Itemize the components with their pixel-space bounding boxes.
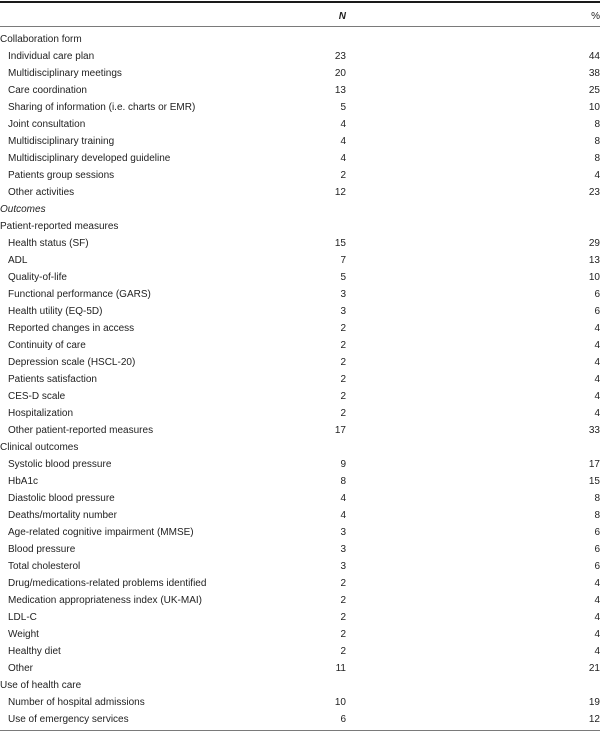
row-label: Blood pressure bbox=[8, 544, 76, 555]
row-label: Health status (SF) bbox=[8, 238, 89, 249]
cell-percent: 4 bbox=[594, 578, 600, 589]
row-label: Multidisciplinary developed guideline bbox=[8, 153, 171, 164]
cell-n: 3 bbox=[340, 527, 346, 538]
cell-percent: 4 bbox=[594, 340, 600, 351]
section-header-row bbox=[0, 218, 600, 235]
row-label: Patients satisfaction bbox=[8, 374, 97, 385]
cell-percent: 44 bbox=[588, 51, 600, 62]
table-row bbox=[0, 388, 600, 405]
row-label: Age-related cognitive impairment (MMSE) bbox=[8, 527, 194, 538]
cell-n: 2 bbox=[340, 357, 346, 368]
table-row bbox=[0, 575, 600, 592]
cell-percent: 4 bbox=[594, 374, 600, 385]
row-label: Diastolic blood pressure bbox=[8, 493, 115, 504]
cell-percent: 25 bbox=[588, 85, 600, 96]
table-row bbox=[0, 82, 600, 99]
cell-percent: 4 bbox=[594, 612, 600, 623]
header-percent: % bbox=[591, 11, 600, 22]
cell-n: 4 bbox=[340, 510, 346, 521]
table-row bbox=[0, 65, 600, 82]
cell-n: 2 bbox=[340, 578, 346, 589]
cell-percent: 4 bbox=[594, 170, 600, 181]
cell-percent: 6 bbox=[594, 544, 600, 555]
table-row bbox=[0, 558, 600, 575]
section-label: Outcomes bbox=[0, 204, 46, 215]
cell-n: 10 bbox=[334, 697, 346, 708]
row-label: Multidisciplinary meetings bbox=[8, 68, 122, 79]
cell-n: 4 bbox=[340, 153, 346, 164]
cell-percent: 4 bbox=[594, 357, 600, 368]
cell-percent: 4 bbox=[594, 323, 600, 334]
row-label: Hospitalization bbox=[8, 408, 74, 419]
table-header bbox=[0, 3, 600, 27]
cell-n: 4 bbox=[340, 493, 346, 504]
section-label: Patient-reported measures bbox=[0, 221, 119, 232]
table-row bbox=[0, 524, 600, 541]
table-row bbox=[0, 133, 600, 150]
row-label: Multidisciplinary training bbox=[8, 136, 115, 147]
cell-n: 6 bbox=[340, 714, 346, 725]
row-label: Deaths/mortality number bbox=[8, 510, 117, 521]
table-row bbox=[0, 711, 600, 728]
cell-n: 2 bbox=[340, 612, 346, 623]
cell-n: 2 bbox=[340, 340, 346, 351]
cell-percent: 8 bbox=[594, 153, 600, 164]
cell-n: 2 bbox=[340, 646, 346, 657]
table-row bbox=[0, 286, 600, 303]
table-row bbox=[0, 456, 600, 473]
section-header-row bbox=[0, 439, 600, 456]
cell-n: 2 bbox=[340, 408, 346, 419]
row-label: Weight bbox=[8, 629, 39, 640]
table-row bbox=[0, 592, 600, 609]
cell-percent: 10 bbox=[588, 102, 600, 113]
cell-percent: 4 bbox=[594, 646, 600, 657]
row-label: Sharing of information (i.e. charts or EMR) bbox=[8, 102, 196, 113]
cell-percent: 23 bbox=[588, 187, 600, 198]
cell-percent: 10 bbox=[588, 272, 600, 283]
cell-percent: 21 bbox=[588, 663, 600, 674]
cell-n: 2 bbox=[340, 595, 346, 606]
section-label: Clinical outcomes bbox=[0, 442, 79, 453]
cell-n: 7 bbox=[340, 255, 346, 266]
table-row bbox=[0, 626, 600, 643]
cell-n: 13 bbox=[334, 85, 346, 96]
table-row bbox=[0, 473, 600, 490]
row-label: Other bbox=[8, 663, 34, 674]
row-label: ADL bbox=[8, 255, 28, 266]
row-label: Total cholesterol bbox=[8, 561, 81, 572]
table-row bbox=[0, 371, 600, 388]
row-label: Care coordination bbox=[8, 85, 87, 96]
row-label: Medication appropriateness index (UK-MAI) bbox=[8, 595, 202, 606]
row-label: Functional performance (GARS) bbox=[8, 289, 151, 300]
section-label: Use of health care bbox=[0, 680, 82, 691]
cell-percent: 4 bbox=[594, 408, 600, 419]
row-label: Drug/medications-related problems identified bbox=[8, 578, 207, 589]
row-label: Healthy diet bbox=[8, 646, 61, 657]
cell-percent: 38 bbox=[588, 68, 600, 79]
row-label: Systolic blood pressure bbox=[8, 459, 112, 470]
cell-n: 2 bbox=[340, 374, 346, 385]
row-label: Other patient-reported measures bbox=[8, 425, 154, 436]
cell-percent: 33 bbox=[588, 425, 600, 436]
row-label: Continuity of care bbox=[8, 340, 86, 351]
cell-n: 3 bbox=[340, 289, 346, 300]
section-label: Collaboration form bbox=[0, 34, 82, 45]
cell-percent: 12 bbox=[588, 714, 600, 725]
cell-n: 2 bbox=[340, 391, 346, 402]
cell-n: 8 bbox=[340, 476, 346, 487]
section-header-row bbox=[0, 677, 600, 694]
table-row bbox=[0, 150, 600, 167]
row-label: Other activities bbox=[8, 187, 75, 198]
cell-n: 11 bbox=[335, 663, 346, 674]
table-row bbox=[0, 184, 600, 201]
row-label: Individual care plan bbox=[8, 51, 95, 62]
data-table bbox=[0, 1, 600, 728]
table-row bbox=[0, 541, 600, 558]
bottom-rule bbox=[0, 730, 600, 731]
cell-n: 5 bbox=[340, 272, 346, 283]
cell-percent: 6 bbox=[594, 306, 600, 317]
section-header-row bbox=[0, 31, 600, 48]
row-label: CES-D scale bbox=[8, 391, 66, 402]
cell-percent: 8 bbox=[594, 136, 600, 147]
cell-percent: 8 bbox=[594, 510, 600, 521]
table-row bbox=[0, 320, 600, 337]
table-row bbox=[0, 507, 600, 524]
table-row bbox=[0, 252, 600, 269]
cell-percent: 29 bbox=[588, 238, 600, 249]
table-row bbox=[0, 235, 600, 252]
cell-n: 23 bbox=[334, 51, 346, 62]
table-row bbox=[0, 694, 600, 711]
table-row bbox=[0, 337, 600, 354]
table-row bbox=[0, 48, 600, 65]
cell-n: 2 bbox=[340, 170, 346, 181]
row-label: Number of hospital admissions bbox=[8, 697, 145, 708]
cell-n: 2 bbox=[340, 323, 346, 334]
table-row bbox=[0, 116, 600, 133]
cell-n: 17 bbox=[334, 425, 346, 436]
row-label: Health utility (EQ-5D) bbox=[8, 306, 103, 317]
row-label: HbA1c bbox=[8, 476, 39, 487]
cell-n: 15 bbox=[334, 238, 346, 249]
row-label: Quality-of-life bbox=[8, 272, 67, 283]
cell-percent: 8 bbox=[594, 119, 600, 130]
cell-n: 2 bbox=[340, 629, 346, 640]
cell-percent: 8 bbox=[594, 493, 600, 504]
row-label: Patients group sessions bbox=[8, 170, 115, 181]
table-row bbox=[0, 490, 600, 507]
table-row bbox=[0, 269, 600, 286]
cell-n: 4 bbox=[340, 136, 346, 147]
cell-n: 4 bbox=[340, 119, 346, 130]
cell-percent: 6 bbox=[594, 289, 600, 300]
cell-percent: 4 bbox=[594, 595, 600, 606]
table-row bbox=[0, 405, 600, 422]
header-n: N bbox=[338, 11, 346, 22]
table-row bbox=[0, 609, 600, 626]
cell-percent: 4 bbox=[594, 629, 600, 640]
cell-percent: 6 bbox=[594, 561, 600, 572]
row-label: Depression scale (HSCL-20) bbox=[8, 357, 136, 368]
table-row bbox=[0, 422, 600, 439]
cell-n: 3 bbox=[340, 544, 346, 555]
table-row bbox=[0, 99, 600, 116]
cell-percent: 6 bbox=[594, 527, 600, 538]
table-row bbox=[0, 303, 600, 320]
row-label: Joint consultation bbox=[8, 119, 86, 130]
table-row bbox=[0, 643, 600, 660]
table-body bbox=[0, 27, 600, 728]
table-row bbox=[0, 167, 600, 184]
cell-n: 3 bbox=[340, 306, 346, 317]
cell-percent: 19 bbox=[588, 697, 600, 708]
row-label: Reported changes in access bbox=[8, 323, 135, 334]
row-label: LDL-C bbox=[8, 612, 37, 623]
cell-percent: 4 bbox=[594, 391, 600, 402]
cell-n: 9 bbox=[340, 459, 346, 470]
cell-n: 5 bbox=[340, 102, 346, 113]
cell-n: 20 bbox=[334, 68, 346, 79]
cell-n: 3 bbox=[340, 561, 346, 572]
table-row bbox=[0, 660, 600, 677]
row-label: Use of emergency services bbox=[8, 714, 129, 725]
table-row bbox=[0, 354, 600, 371]
section-header-row bbox=[0, 201, 600, 218]
cell-percent: 13 bbox=[588, 255, 600, 266]
cell-n: 12 bbox=[334, 187, 346, 198]
cell-percent: 17 bbox=[588, 459, 600, 470]
cell-percent: 15 bbox=[588, 476, 600, 487]
